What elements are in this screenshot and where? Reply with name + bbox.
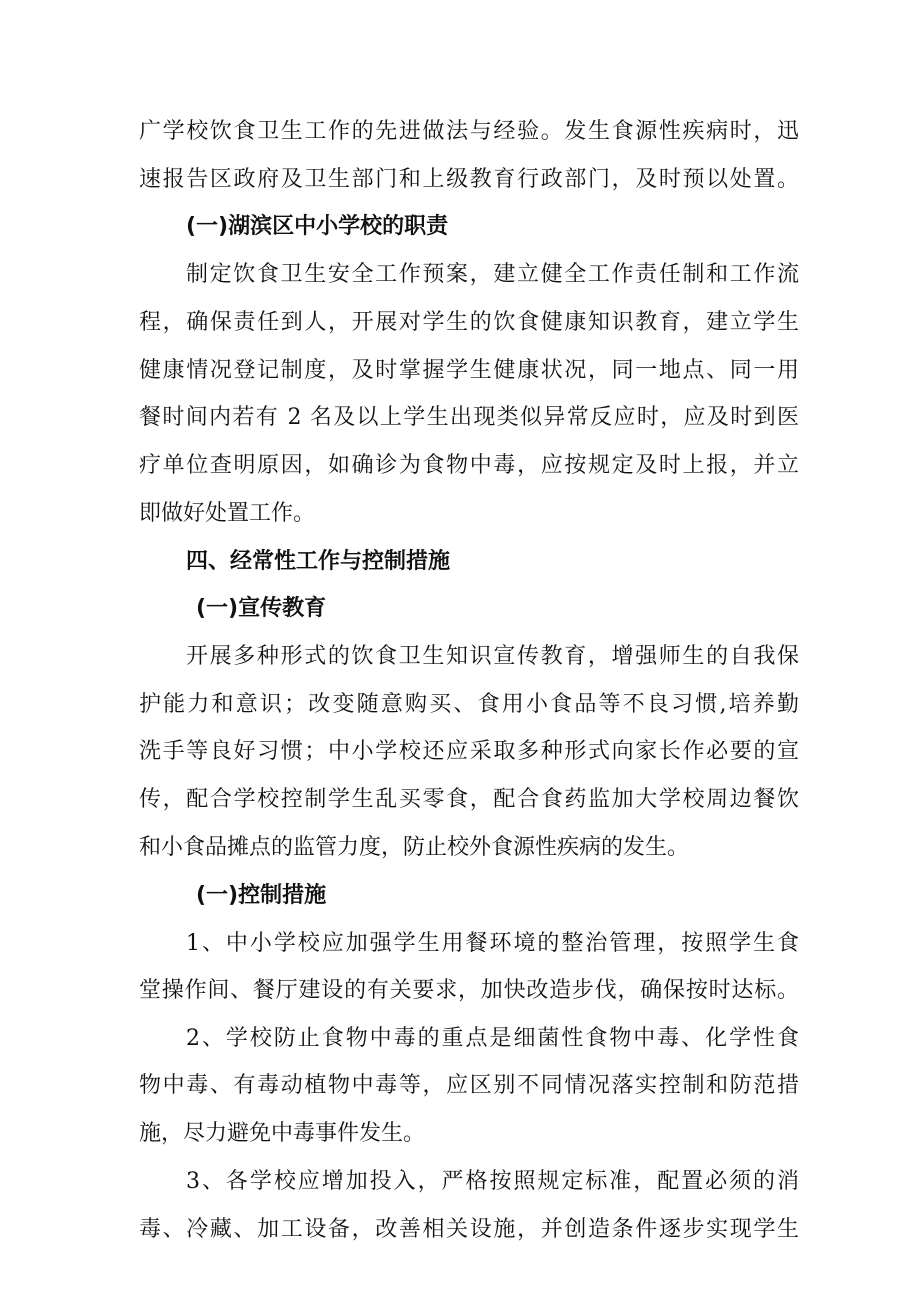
paragraph-line: 速报告区政府及卫生部门和上级教育行政部门，及时预以处置。 — [139, 167, 799, 192]
paragraph-line: 物中毒、有毒动植物中毒等，应区别不同情况落实控制和防范措 — [139, 1073, 799, 1098]
section-heading-four: 四、经常性工作与控制措施 — [186, 549, 451, 574]
paragraph-line: 3、各学校应增加投入，严格按照规定标准，配置必须的消 — [186, 1169, 799, 1194]
section-heading-control: (一)控制措施 — [196, 883, 327, 908]
paragraph-line: 传，配合学校控制学生乱买零食，配合食药监加大学校周边餐饮 — [139, 787, 799, 812]
paragraph-line: 即做好处置工作。 — [139, 501, 316, 526]
paragraph-line: 毒、冷藏、加工设备，改善相关设施，并创造条件逐步实现学生 — [139, 1217, 799, 1242]
paragraph-line: 1、中小学校应加强学生用餐环境的整治管理，按照学生食 — [186, 931, 799, 956]
paragraph-line: 广学校饮食卫生工作的先进做法与经验。发生食源性疾病时，迅 — [139, 119, 799, 144]
paragraph-line: 餐时间内若有 2 名及以上学生出现类似异常反应时，应及时到医 — [139, 405, 799, 430]
paragraph-line: 2、学校防止食物中毒的重点是细菌性食物中毒、化学性食 — [186, 1026, 799, 1051]
section-heading-school-duty: (一)湖滨区中小学校的职责 — [186, 214, 449, 239]
paragraph-line: 施，尽力避免中毒事件发生。 — [139, 1121, 426, 1146]
paragraph-line: 和小食品摊点的监管力度，防止校外食源性疾病的发生。 — [139, 835, 690, 860]
paragraph-line: 洗手等良好习惯；中小学校还应采取多种形式向家长作必要的宣 — [139, 739, 799, 764]
paragraph-line: 疗单位查明原因，如确诊为食物中毒，应按规定及时上报，并立 — [139, 453, 799, 478]
section-heading-publicity: (一)宣传教育 — [196, 596, 327, 621]
paragraph-line: 护能力和意识；改变随意购买、食用小食品等不良习惯,培养勤 — [139, 692, 799, 717]
paragraph-line: 开展多种形式的饮食卫生知识宣传教育，增强师生的自我保 — [186, 644, 799, 669]
paragraph-line: 堂操作间、餐厅建设的有关要求，加快改造步伐，确保按时达标。 — [139, 978, 799, 1003]
paragraph-line: 健康情况登记制度，及时掌握学生健康状况，同一地点、同一用 — [139, 358, 799, 383]
paragraph-line: 程，确保责任到人，开展对学生的饮食健康知识教育，建立学生 — [139, 310, 799, 335]
paragraph-line: 制定饮食卫生安全工作预案，建立健全工作责任制和工作流 — [186, 262, 799, 287]
